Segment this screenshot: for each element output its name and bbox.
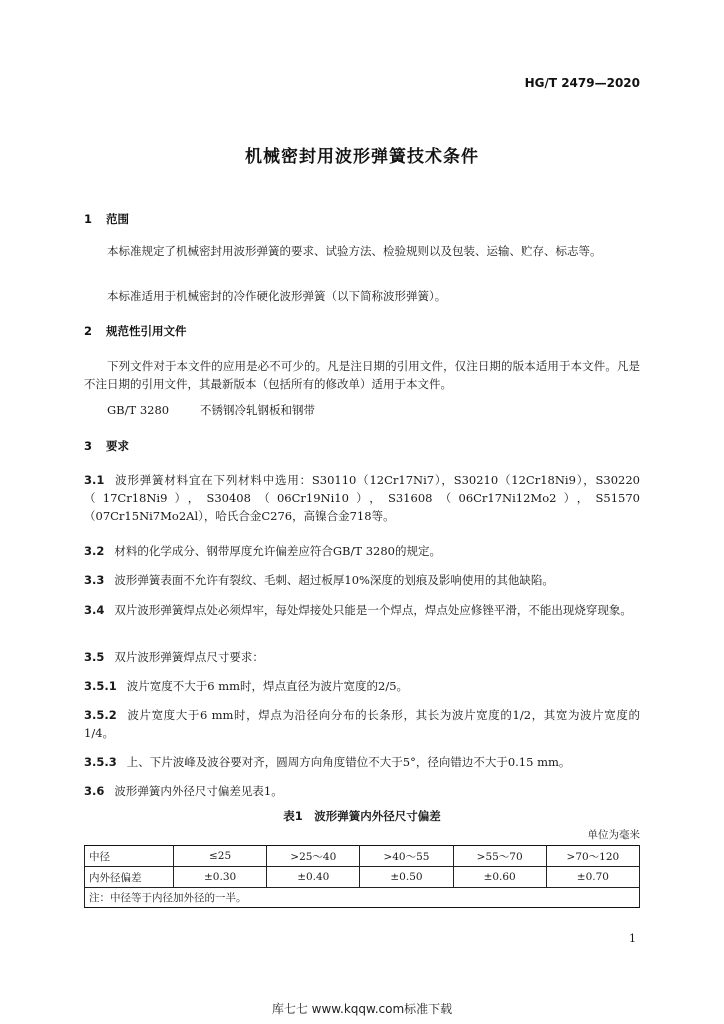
download-watermark: 库七七 www.kqqw.com标准下载 [271,1002,453,1016]
clause-number: 3.4 [84,603,105,617]
scope-paragraph-1: 本标准规定了机械密封用波形弹簧的要求、试验方法、检验规则以及包装、运输、贮存、标志等。 [107,244,602,258]
table-cell: >55～70 [453,846,546,867]
table-row [85,888,640,908]
clause-number: 3.5 [84,650,105,664]
clause-text: 波形弹簧表面不允许有裂纹、毛刺、超过板厚10%深度的划痕及影响使用的其他缺陷。 [114,573,554,587]
table-row [85,867,640,888]
clause-3-5-2 [84,706,640,742]
row-header-diameter: 中径 [85,846,174,867]
section-number: 3 [84,439,93,453]
clause-number: 3.5.1 [84,679,117,693]
section-title: 范围 [106,212,129,226]
section-2-heading [84,323,187,339]
table-cell: ±0.70 [546,867,639,888]
document-title: 机械密封用波形弹簧技术条件 [245,147,479,167]
page-number: 1 [629,932,636,945]
scope-paragraph-2: 本标准适用于机械密封的冷作硬化波形弹簧（以下简称波形弹簧）。 [107,289,447,303]
table-cell: ±0.40 [267,867,360,888]
clause-3-3 [84,571,640,589]
section-number: 2 [84,324,93,338]
section-1-heading [84,211,129,227]
clause-3-5-3 [84,753,640,771]
table-cell: ≤25 [174,846,267,867]
clause-text: 波片宽度大于6 mm时，焊点为沿径向分布的长条形，其长为波片宽度的1/2，其宽为波片宽度的1/4。 [84,708,640,740]
clause-3-4 [84,601,640,619]
reference-code: GB/T 3280 [107,403,170,417]
clause-number: 3.3 [84,573,105,587]
table-unit: 单位为毫米 [587,829,640,841]
deviation-table [84,845,640,908]
table-cell: >70～120 [546,846,639,867]
clause-3-1 [84,471,640,525]
reference-item [107,401,315,419]
clause-text: 双片波形弹簧焊点尺寸要求： [114,650,264,664]
table-caption: 表1 波形弹簧内外径尺寸偏差 [283,809,441,823]
clause-number: 3.5.2 [84,708,117,722]
clause-3-2 [84,542,640,560]
section-title: 要求 [106,439,129,453]
clause-number: 3.1 [84,473,105,487]
refs-paragraph: 下列文件对于本文件的应用是必不可少的。凡是注日期的引用文件，仅注日期的版本适用于本文件。凡是不注日期的引用文件，其最新版本（包括所有的修改单）适用于本文件。 [84,359,640,391]
clause-3-6 [84,782,640,800]
table-cell: ±0.50 [360,867,453,888]
table-cell: >25～40 [267,846,360,867]
table-cell: >40～55 [360,846,453,867]
clause-number: 3.6 [84,784,105,798]
clause-3-5 [84,648,640,666]
reference-title: 不锈钢冷轧钢板和钢带 [200,403,315,417]
clause-text: 波形弹簧内外径尺寸偏差见表1。 [114,784,283,798]
clause-text: 上、下片波峰及波谷要对齐，圆周方向角度错位不大于5°，径向错边不大于0.15 mm。 [126,755,571,769]
clause-number: 3.5.3 [84,755,117,769]
table-cell: ±0.30 [174,867,267,888]
standard-code: HG/T 2479—2020 [524,76,640,90]
row-header-deviation: 内外径偏差 [85,867,174,888]
clause-text: 材料的化学成分、钢带厚度允许偏差应符合GB/T 3280的规定。 [114,544,441,558]
clause-text: 波形弹簧材料宜在下列材料中选用：S30110（12Cr17Ni7），S30210（12Cr18Ni9），S30220（17Cr18Ni9），S30408（06Cr19Ni10），S31608（06Cr17Ni12Mo2），S51570（07Cr15Ni7Mo2Al），哈氏合金C276，高镍合金718等。 [84,473,640,523]
table-note: 注：中径等于内径加外径的一半。 [85,888,640,908]
table-row [85,846,640,867]
section-title: 规范性引用文件 [106,324,187,338]
section-number: 1 [84,212,93,226]
clause-text: 双片波形弹簧焊点处必须焊牢，每处焊接处只能是一个焊点，焊点处应修锉平滑，不能出现烧穿现象。 [114,603,632,617]
table-cell: ±0.60 [453,867,546,888]
clause-text: 波片宽度不大于6 mm时，焊点直径为波片宽度的2/5。 [126,679,409,693]
clause-number: 3.2 [84,544,105,558]
section-3-heading [84,438,129,454]
clause-3-5-1 [84,677,640,695]
